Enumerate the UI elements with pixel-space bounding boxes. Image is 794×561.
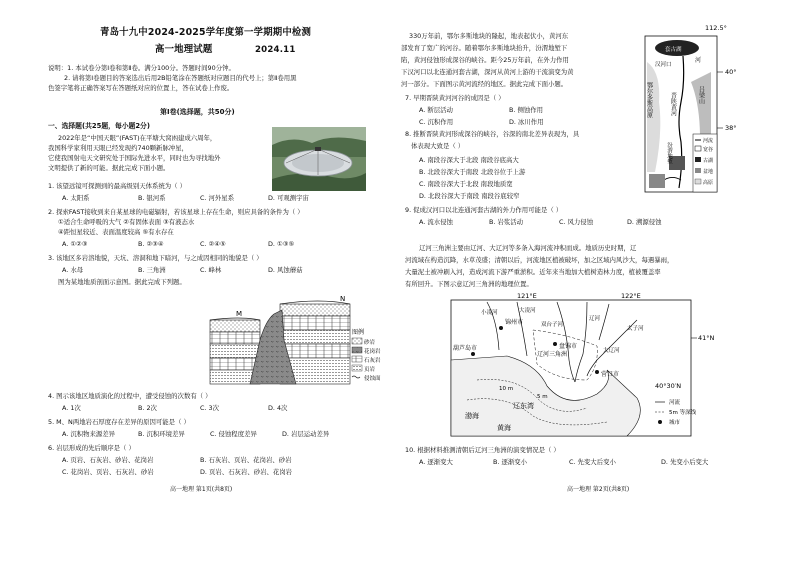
paragraph-line: 有所回升。下图示意辽河三角洲的地理位置。 bbox=[405, 280, 533, 288]
option: A. 南段谷深大于北段 南段谷底高大 bbox=[419, 156, 519, 164]
paragraph-line: 330万年前，鄂尔多斯地块的隆起，地表起伏小，黄河东 bbox=[409, 32, 569, 40]
map-legend-city: 城市 bbox=[669, 420, 681, 426]
option: D. 风蚀蘑菇 bbox=[268, 266, 303, 274]
question-stem: 6. 岩层形成的先后顺序是（ ） bbox=[48, 444, 135, 452]
intro-line: 2022年是“中国天眼”(FAST)在平塘大窝凼建成六周年， bbox=[58, 134, 217, 142]
city-huludao: 葫芦岛市 bbox=[453, 345, 478, 352]
intro-line: 文明提供了新的可能。据此完成下面小题。 bbox=[48, 164, 170, 172]
option: D. 北段谷深大于南段 南段谷底较窄 bbox=[419, 192, 520, 200]
legend-ancient-lake: 古湖 bbox=[703, 158, 714, 164]
option: C. 侵蚀程度差异 bbox=[210, 430, 257, 438]
option: C. 花岗岩、页岩、石灰岩、砂岩 bbox=[62, 468, 154, 476]
option: A. ①②③ bbox=[62, 240, 88, 248]
option: C. 沉积作用 bbox=[419, 118, 454, 126]
option: B. 三角洲 bbox=[138, 266, 166, 274]
paragraph-line: 下汉河口以北连通河套古湖，深河从黄河上游的干流演变为黄 bbox=[401, 68, 574, 76]
question-stem: 3. 该地区多岩溶地貌，天坑、溶洞和地下暗河，与之成因相同的地貌是（ ） bbox=[48, 254, 263, 262]
paragraph-line: 辽河三角洲主要由辽河、大辽河等多条入海河流冲积而成。地质历史时期，辽 bbox=[419, 244, 637, 252]
lon-122: 122°E bbox=[621, 292, 641, 300]
option: A. 逐渐变大 bbox=[419, 458, 453, 466]
option: C. 峰林 bbox=[200, 266, 222, 274]
note-line: 色签字笔将正确答案写在答题纸对应的位置上，答在试卷上作废。 bbox=[48, 84, 234, 92]
question-stem: 5. M、N两地岩石厚度存在差异的原因可能是（ ） bbox=[48, 418, 190, 426]
option: D. ①③⑤ bbox=[268, 240, 295, 248]
label-m: M bbox=[236, 310, 243, 318]
note-line: 2. 请将第Ⅰ卷题目的答案选出后用2B铅笔涂在答题纸对应题目的代号上；第Ⅱ卷用黑 bbox=[64, 74, 297, 82]
top-longitude: 112.5° bbox=[705, 24, 727, 32]
legend-wide-valley: 宽谷 bbox=[703, 147, 714, 153]
option: B. 北段谷深大于南段 北段谷位于上游 bbox=[419, 168, 526, 176]
exam-subtitle: 高一地理试题 bbox=[155, 44, 213, 55]
page-footer: 高一地理 第2页(共8页) bbox=[567, 486, 630, 493]
paragraph-line: 大量泥土被冲刷入河，造成河流下游严重淤积。近年来当地加大植树造林力度，植被覆盖率 bbox=[405, 268, 661, 276]
region-delta: 辽河三角洲 bbox=[537, 351, 568, 358]
option: D. 4次 bbox=[268, 404, 288, 412]
question-stem-cont: 体表现大致是（ ） bbox=[411, 142, 465, 150]
liaohe-delta-map bbox=[437, 290, 737, 440]
contour-5m: 5 m bbox=[537, 394, 548, 400]
option: A. 水母 bbox=[62, 266, 84, 274]
question-stem: 10. 根据材料推测清朝后辽河三角洲的演变情况是（ ） bbox=[405, 446, 560, 454]
label-luliang: 吕梁山 bbox=[697, 86, 705, 104]
river-daling: 大凌河 bbox=[519, 308, 536, 314]
river-xiaoling: 小凌河 bbox=[481, 310, 498, 316]
option: A. 流水侵蚀 bbox=[419, 218, 453, 226]
option: C. 河外星系 bbox=[200, 194, 235, 202]
label-n: N bbox=[340, 295, 346, 303]
question-stem: 7. 早期晋陕黄河河谷的成因是（ ） bbox=[405, 94, 505, 102]
legend-granite: 花岗岩 bbox=[364, 349, 381, 355]
figure-intro: 图为某地地质剖面示意图。据此完成下列题。 bbox=[58, 278, 186, 286]
option: C. 风力侵蚀 bbox=[559, 218, 594, 226]
option: D. 溯源侵蚀 bbox=[627, 218, 662, 226]
option: A. 沉积物来源差异 bbox=[62, 430, 116, 438]
map-legend-depth: 5m 等深线 bbox=[669, 410, 697, 416]
question-stem: 8. 推断晋陕黄河形成深谷的峡谷，谷深的南北差异表现为，具 bbox=[405, 130, 580, 138]
legend-sandstone: 砂岩 bbox=[364, 340, 376, 346]
label-yellow: 晋陕黄河 bbox=[669, 92, 677, 116]
river-liao: 辽河 bbox=[589, 316, 601, 322]
option: D. 先变小后变大 bbox=[661, 458, 709, 466]
question-stem: 4. 图示该地区地质演化的过程中，遭受侵蚀的次数有（ ） bbox=[48, 392, 212, 400]
legend-plateau: 高原 bbox=[703, 180, 714, 186]
lat-40-30n: 40°30′N bbox=[655, 382, 682, 390]
label-ancient-lake: 套古湖 bbox=[665, 47, 682, 53]
question-stem: 1. 该望远镜可探测到的最高级别天体系统为（ ） bbox=[48, 182, 186, 190]
region-huanghai: 黄海 bbox=[497, 424, 511, 432]
condition-line: ①适合生命呼吸的大气 ②有固体表面 ③有液态水 bbox=[58, 218, 195, 226]
option: A. 断层活动 bbox=[419, 106, 453, 114]
page-footer: 高一地理 第1页(共8页) bbox=[170, 486, 233, 493]
option: B. 石灰岩、页岩、花岗岩、砂岩 bbox=[200, 456, 292, 464]
option: C. 南段谷深大于北段 南段地质宽 bbox=[419, 180, 513, 188]
option: D. 冰川作用 bbox=[509, 118, 544, 126]
region-bohai: 渤海 bbox=[465, 412, 479, 420]
paragraph-line: 河流域在构造沉降，水草茂盛；清朝以后，河流地区植被破坏，加之区域内风沙大，每遇暴雨， bbox=[405, 256, 674, 264]
question-stem: 9. 促成汉河口以北连通河套古湖的外力作用可能是（ ） bbox=[405, 206, 563, 214]
option: B. 逐渐变小 bbox=[493, 458, 528, 466]
option: C. ②④⑤ bbox=[200, 240, 226, 248]
option: B. 2次 bbox=[138, 404, 157, 412]
option: B. 银河系 bbox=[138, 194, 166, 202]
option: D. 页岩、石灰岩、砂岩、花岗岩 bbox=[200, 468, 293, 476]
option: B. ②③④ bbox=[138, 240, 164, 248]
paragraph-line: 陷，黄河侵蚀形成深谷的峡谷。距今25万年前，在外力作用 bbox=[401, 56, 569, 64]
option: A. 1次 bbox=[62, 404, 81, 412]
river-daliao: 大辽河 bbox=[603, 348, 620, 354]
legend-limestone: 石灰岩 bbox=[364, 358, 381, 364]
page-right bbox=[397, 0, 794, 561]
label-fenwei: 汾渭地堑 bbox=[666, 142, 672, 164]
lat-40: 40° bbox=[725, 68, 737, 76]
river-taizi: 太子河 bbox=[627, 326, 644, 332]
legend-basin: 盆地 bbox=[703, 169, 714, 175]
option: B. 侧蚀作用 bbox=[509, 106, 544, 114]
option: C. 先变大后变小 bbox=[569, 458, 616, 466]
option: B. 岩浆活动 bbox=[489, 218, 524, 226]
region-liaodong-bay: 辽东湾 bbox=[513, 402, 534, 410]
lat-41n: 41°N bbox=[698, 334, 715, 342]
exam-title: 青岛十九中2024-2025学年度第一学期期中检测 bbox=[100, 27, 312, 38]
intro-line: 我国科学家利用天眼已经发现约740颗新脉冲星， bbox=[48, 144, 189, 152]
option: A. 太阳系 bbox=[62, 194, 90, 202]
geologic-section-diagram bbox=[200, 290, 390, 390]
lon-121: 121°E bbox=[517, 292, 537, 300]
legend-shale: 页岩 bbox=[364, 367, 376, 373]
intro-line: 它使我国射电天文研究处于国际先进水平，同时也为寻找地外 bbox=[48, 154, 221, 162]
condition-line: ④距恒星较近、表面温度较高 ⑤有水存在 bbox=[58, 228, 174, 236]
option: D. 岩层运动差异 bbox=[282, 430, 330, 438]
legend-erosion: 侵蚀面 bbox=[364, 376, 381, 382]
fast-telescope-photo bbox=[272, 127, 366, 191]
yellow-river-sketch-map bbox=[641, 22, 749, 194]
option: A. 页岩、石灰岩、砂岩、花岗岩 bbox=[62, 456, 154, 464]
city-panjin: 盘锦市 bbox=[559, 343, 578, 350]
option: C. 3次 bbox=[200, 404, 219, 412]
exam-date: 2024.11 bbox=[255, 45, 296, 55]
option: D. 可观测宇宙 bbox=[268, 194, 309, 202]
city-jinzhou: 锦州市 bbox=[505, 319, 524, 326]
note-line: 说明：1. 本试卷分第Ⅰ卷和第Ⅱ卷。满分100分。答题时间90分钟。 bbox=[48, 64, 235, 72]
contour-10m: 10 m bbox=[499, 386, 514, 392]
question-stem: 2. 探索FAST接收到来自某星球的电磁辐射，若该星球上存在生命，则应具备的条件为（ ） bbox=[48, 208, 304, 216]
label-ordos: 鄂尔多斯高原 bbox=[645, 82, 653, 118]
paragraph-line: 河一部分。下面图示黄河流经的地区。据此完成下面小题。 bbox=[401, 80, 568, 88]
map-legend-river: 河流 bbox=[669, 400, 681, 406]
lat-38: 38° bbox=[725, 124, 737, 132]
label-hekou: 汉河口 bbox=[655, 62, 672, 68]
part-title: 一、选择题(共25题，每小题2分) bbox=[48, 122, 150, 130]
paragraph-line: 部发育了宽广的河谷。随着鄂尔多斯地块抬升，汾渭地堑下 bbox=[401, 44, 568, 52]
label-river: 河 bbox=[695, 57, 702, 64]
legend-title: 图例 bbox=[352, 329, 365, 336]
option: B. 沉积环境差异 bbox=[138, 430, 185, 438]
river-shuangtaizi: 双台子河 bbox=[541, 322, 564, 328]
legend-river: 河流 bbox=[703, 138, 714, 144]
section-title: 第Ⅰ卷(选择题，共50分) bbox=[160, 108, 235, 116]
city-yingkou: 营口市 bbox=[601, 371, 620, 378]
